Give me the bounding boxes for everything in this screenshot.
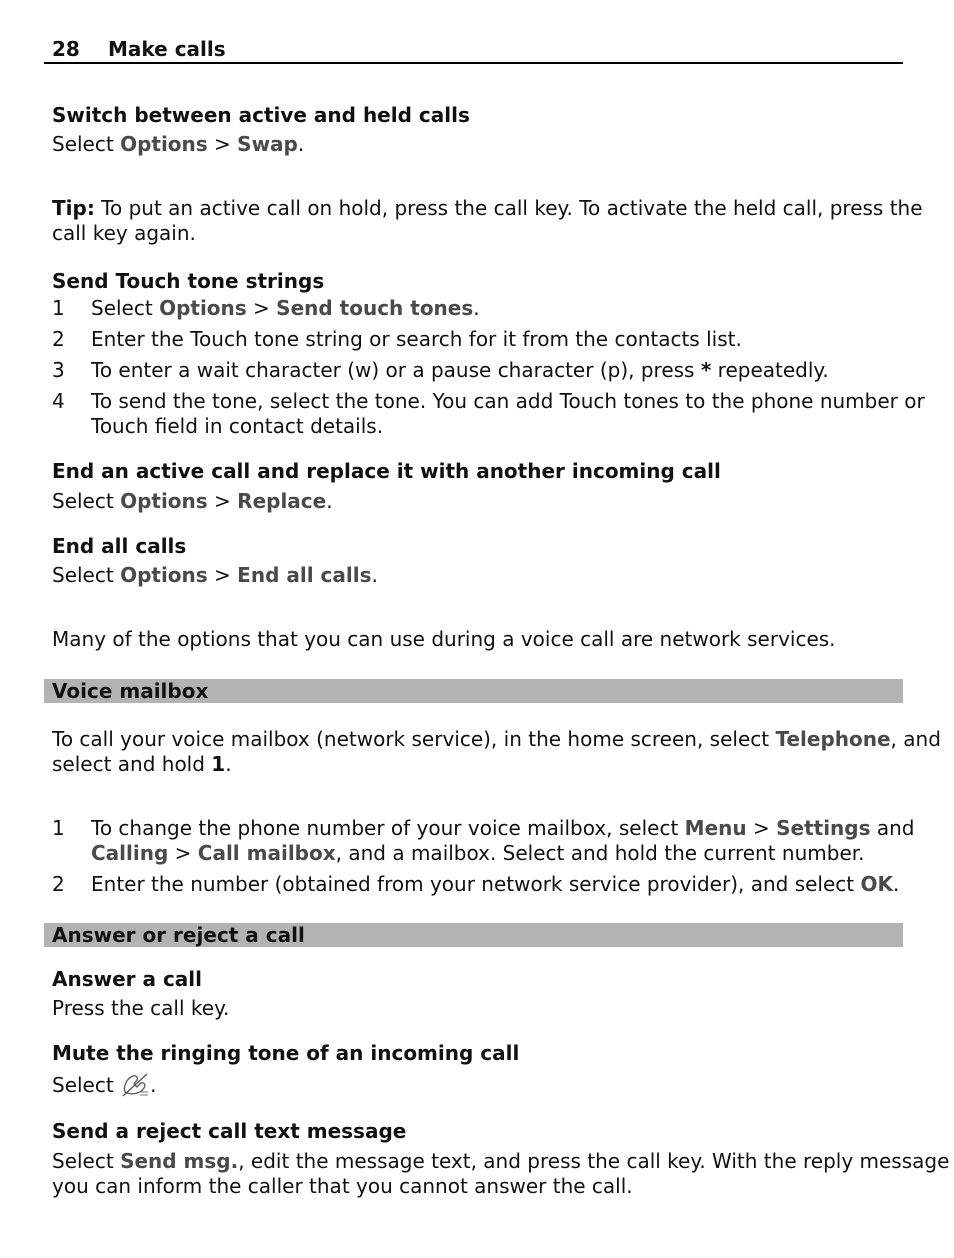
voice-mailbox-section-heading: Voice mailbox — [44, 679, 903, 703]
send-touch-tones-label: Send touch tones — [276, 296, 474, 320]
replace-heading: End an active call and replace it with another incoming call — [52, 459, 721, 483]
page-header — [44, 36, 903, 64]
replace-instruction: Select Options > Replace. — [52, 489, 333, 513]
answer-text: Press the call key. — [52, 996, 230, 1020]
end-all-calls-label: End all calls — [237, 563, 372, 587]
menu-label: Menu — [684, 816, 747, 840]
ok-label: OK — [860, 872, 893, 896]
mailbox-line-1: To call your voice mailbox (network service), in the home screen, select Telephone, and — [52, 727, 941, 751]
answer-heading: Answer a call — [52, 967, 203, 991]
replace-label: Replace — [237, 489, 327, 513]
chapter-title: Make calls — [108, 37, 226, 61]
calling-label: Calling — [91, 841, 169, 865]
options-label: Options — [120, 132, 208, 156]
endall-heading: End all calls — [52, 534, 187, 558]
mailbox-line-2: select and hold 1. — [52, 752, 232, 776]
tip-line-2: call key again. — [52, 221, 196, 245]
star-key: * — [700, 358, 712, 382]
touch-heading: Send Touch tone strings — [52, 269, 325, 293]
tip-line-1: Tip: To put an active call on hold, press the call key. To activate the held call, press the — [52, 196, 923, 220]
manual-page: 28 Make calls Switch between active and held calls Select Options > Swap. Tip: To put an active call on hold, press the call key. To activate the held call, press the call key again. Send Touch tone strings 1 Select Options > Send touch tones. 2 Enter the Touch tone string or search for it from the contacts list. 3 To enter a wait character (w) or a pause character (p), press * repeatedly. 4 To send the tone, select the tone. You can add Touch tones to the phone number or Touch field in contact details. End an active call and replace it with another incoming call Select Options > Replace. End all calls Select Options > End all calls. Many of the options that you can use during a voice call are network services. Voice mailbox To call your voice mailbox (network service), in the home screen, select Telephone, and select and hold 1. 1 To change the phone number of your voice mailbox, select Menu > Settings and Calling > Call mailbox, and a mailbox. Select and hold the current number. 2 Enter the number (obtained from your network service provider), and select OK. Answer or reject a call Answer a call Press the call key. Mute the ringing tone of an incoming call Select . Send a reject call text message Select Send msg., edit the message text, and press the call key. With the reply message you can inform the caller that you cannot answer the call. — [0, 0, 954, 1258]
settings-label: Settings — [776, 816, 871, 840]
telephone-label: Telephone — [775, 727, 891, 751]
mute-instruction: Select . — [52, 1072, 156, 1104]
mute-ringtone-icon — [120, 1072, 150, 1104]
swap-label: Swap — [237, 132, 298, 156]
key-1: 1 — [211, 752, 226, 776]
page-number: 28 — [52, 37, 80, 61]
answer-section-heading: Answer or reject a call — [44, 923, 903, 947]
network-note: Many of the options that you can use during a voice call are network services. — [52, 627, 836, 651]
mute-heading: Mute the ringing tone of an incoming call — [52, 1041, 520, 1065]
switch-instruction: Select Options > Swap. — [52, 132, 305, 156]
endall-instruction: Select Options > End all calls. — [52, 563, 378, 587]
call-mailbox-label: Call mailbox — [197, 841, 336, 865]
tip-label: Tip: — [52, 196, 95, 220]
reject-heading: Send a reject call text message — [52, 1119, 407, 1143]
send-msg-label: Send msg. — [120, 1149, 239, 1173]
switch-heading: Switch between active and held calls — [52, 103, 470, 127]
options-label: Options — [120, 489, 208, 513]
options-label: Options — [159, 296, 247, 320]
options-label: Options — [120, 563, 208, 587]
reject-line-1: Select Send msg., edit the message text, and press the call key. With the reply message — [52, 1149, 950, 1173]
reject-line-2: you can inform the caller that you cannot answer the call. — [52, 1174, 633, 1198]
